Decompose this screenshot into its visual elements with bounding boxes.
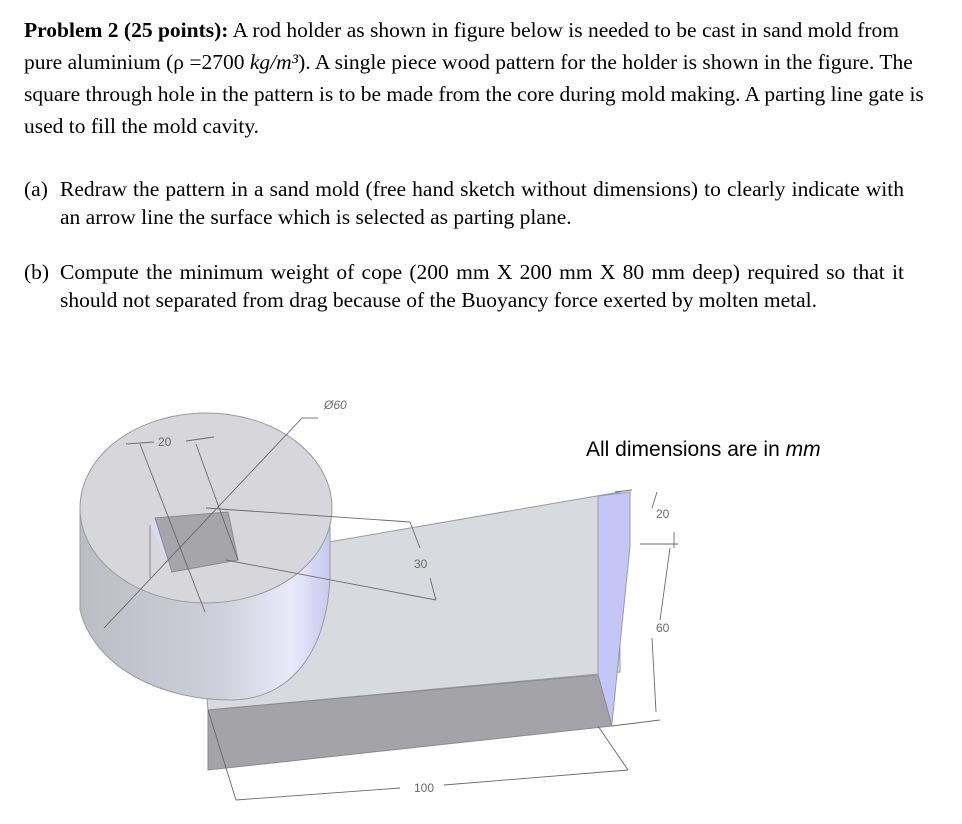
part-b-label: (b) <box>24 260 50 284</box>
diameter-dimension: Ø60 <box>324 398 347 412</box>
part-a-label: (a) <box>24 177 48 201</box>
part-a-text: Redraw the pattern in a sand mold (free hand sketch without dimensions) to clearly indicate with an arrow line the surface which is selected as parting plane. <box>60 177 904 229</box>
dimensions-note-prefix: All dimensions are in <box>586 438 786 461</box>
right-60-dimension: 60 <box>656 621 670 635</box>
bottom-100-dimension: 100 <box>414 781 435 795</box>
height-30-dimension: 30 <box>414 557 428 571</box>
top-width-dimension: 20 <box>158 435 172 449</box>
problem-text-1: A rod holder as shown in figure below is needed to be cast in sand mold from pure aluminium (ρ =2700 <box>24 18 900 74</box>
density-units: kg/m³ <box>249 50 299 74</box>
block-end-face <box>598 492 630 723</box>
problem-title: Problem 2 (25 points): <box>24 18 229 42</box>
dimensions-note-unit: mm <box>785 438 821 461</box>
right-20-dimension: 20 <box>656 507 670 521</box>
part-b-text: Compute the minimum weight of cope (200 mm X 200 mm X 80 mm deep) required so that it should not separated from drag because of the Buoyancy force exerted by molten metal. <box>60 260 904 312</box>
problem-text-2: ). A single piece wood pattern for the holder is shown in the figure. The square through hole in the pattern is to be made from the core during mold making. A parting line gate is used to fill the mold cavity. <box>24 50 924 138</box>
